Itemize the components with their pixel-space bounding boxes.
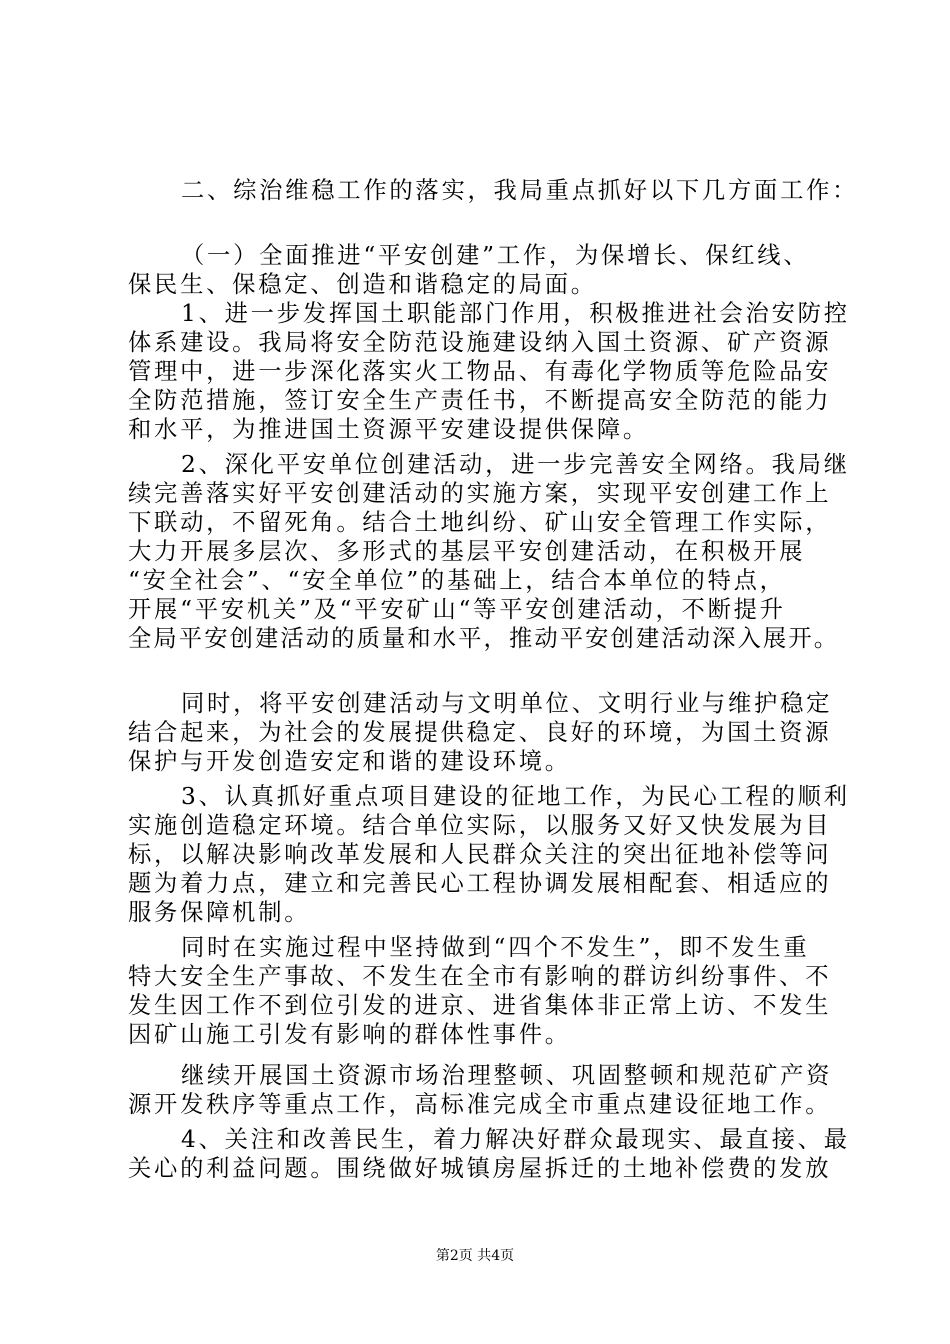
- paragraph-line: 发生因工作不到位引发的进京、进省集体非正常上访、不发生: [128, 992, 832, 1019]
- paragraph-line: 开展“平安机关”及“平安矿山“等平安创建活动，不断提升: [128, 596, 786, 623]
- paragraph-line: （一）全面推进“平安创建”工作，为保增长、保红线、: [181, 242, 810, 269]
- paragraph-line: 大力开展多层次、多形式的基层平安创建活动，在积极开展: [128, 538, 806, 565]
- paragraph-line: 服务保障机制。: [128, 899, 311, 926]
- paragraph-line: 3、认真抓好重点项目建设的征地工作，为民心工程的顺利: [181, 783, 850, 810]
- section-heading: 二、综治维稳工作的落实，我局重点抓好以下几方面工作：: [181, 177, 859, 204]
- paragraph-line: 保护与开发创造安定和谐的建设环境。: [128, 748, 571, 775]
- paragraph-line: 下联动，不留死角。结合土地纠纷、矿山安全管理工作实际，: [128, 509, 832, 536]
- paragraph-line: 全局平安创建活动的质量和水平，推动平安创建活动深入展开。: [128, 625, 840, 652]
- paragraph-line: “安全社会”、“安全单位”的基础上，结合本单位的特点，: [128, 567, 786, 594]
- paragraph-line: 全防范措施，签订安全生产责任书，不断提高安全防范的能力: [128, 387, 832, 414]
- page-number-footer: 第2页 共4页: [435, 1248, 515, 1264]
- paragraph-line: 题为着力点，建立和完善民心工程协调发展相配套、相适应的: [128, 870, 832, 897]
- paragraph-line: 保民生、保稳定、创造和谐稳定的局面。: [128, 271, 597, 298]
- paragraph-line: 结合起来，为社会的发展提供稳定、良好的环境，为国土资源: [128, 719, 832, 746]
- paragraph-line: 同时在实施过程中坚持做到“四个不发生”，即不发生重: [181, 934, 810, 961]
- paragraph-line: 实施创造稳定环境。结合单位实际，以服务又好又快发展为目: [128, 812, 832, 839]
- paragraph-line: 同时，将平安创建活动与文明单位、文明行业与维护稳定: [181, 690, 833, 717]
- paragraph-line: 续完善落实好平安创建活动的实施方案，实现平安创建工作上: [128, 480, 832, 507]
- paragraph-line: 继续开展国土资源市场治理整顿、巩固整顿和规范矿产资: [181, 1062, 833, 1089]
- paragraph-line: 4、关注和改善民生，着力解决好群众最现实、最直接、最: [181, 1126, 850, 1153]
- paragraph-line: 因矿山施工引发有影响的群体性事件。: [128, 1021, 571, 1048]
- paragraph-line: 体系建设。我局将安全防范设施建设纳入国土资源、矿产资源: [128, 329, 832, 356]
- paragraph-line: 1、进一步发挥国土职能部门作用，积极推进社会治安防控: [181, 300, 850, 327]
- paragraph-line: 和水平，为推进国土资源平安建设提供保障。: [128, 416, 649, 443]
- paragraph-line: 源开发秩序等重点工作，高标准完成全市重点建设征地工作。: [128, 1091, 832, 1118]
- paragraph-line: 2、深化平安单位创建活动，进一步完善安全网络。我局继: [181, 451, 850, 478]
- paragraph-line: 特大安全生产事故、不发生在全市有影响的群访纠纷事件、不: [128, 963, 832, 990]
- paragraph-line: 标，以解决影响改革发展和人民群众关注的突出征地补偿等问: [128, 841, 832, 868]
- paragraph-line: 关心的利益问题。围绕做好城镇房屋拆迁的土地补偿费的发放: [128, 1155, 832, 1182]
- paragraph-line: 管理中，进一步深化落实火工物品、有毒化学物质等危险品安: [128, 358, 832, 385]
